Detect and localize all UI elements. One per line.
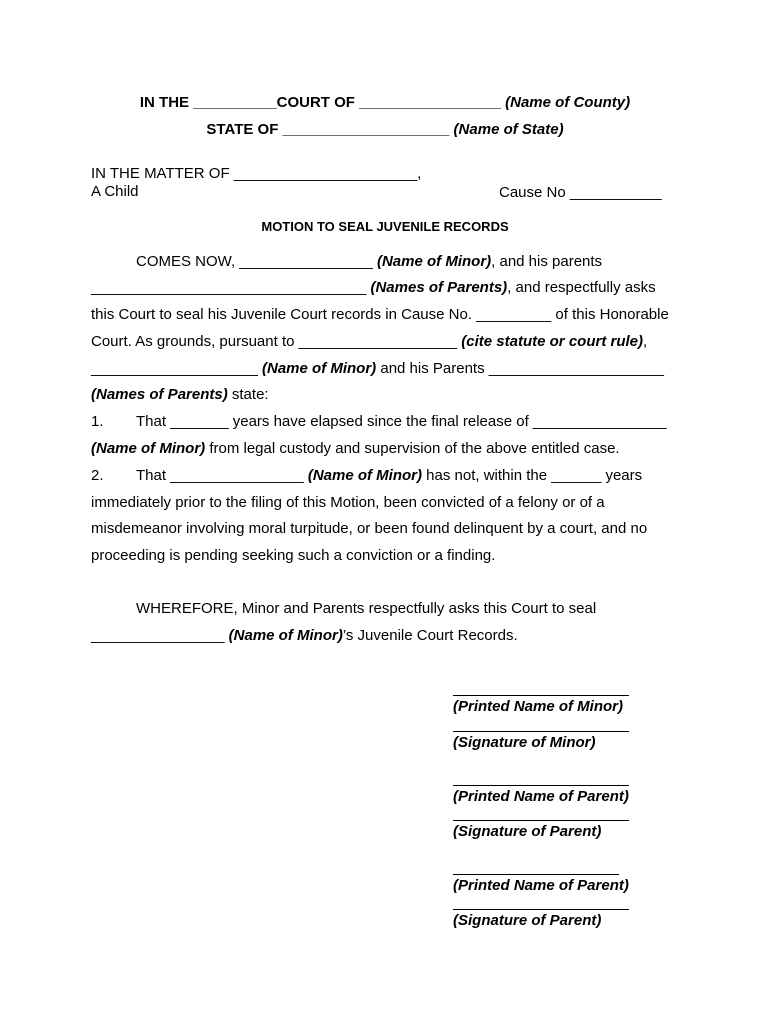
item-text <box>136 467 642 485</box>
minor-hint: (Name of Minor) <box>307 467 422 484</box>
signature-minor-label: (Signature of Minor) <box>453 734 596 751</box>
state-hint: (Name of State) <box>449 121 564 138</box>
parents-hint: (Names of Parents) <box>370 279 508 296</box>
body-text: Court. As grounds, pursuant to ___________________ <box>91 333 462 350</box>
item-number: 2. <box>91 467 104 484</box>
body-text: COMES NOW, ________________ <box>136 253 377 270</box>
minor-hint: (Name of Minor) <box>228 627 343 644</box>
header-text: STATE OF <box>206 121 283 138</box>
printed-name-minor-label: (Printed Name of Minor) <box>453 698 624 715</box>
state-blank: ____________________ <box>282 121 450 138</box>
printed-name-parent-label: (Printed Name of Parent) <box>453 877 629 894</box>
body-text: , and respectfully asks <box>507 279 656 296</box>
body-line <box>91 360 664 378</box>
body-text: state: <box>227 386 269 403</box>
item-number: 1. <box>91 413 104 430</box>
body-text: , <box>643 333 648 350</box>
minor-hint: (Name of Minor) <box>376 253 492 270</box>
signature-parent-label: (Signature of Parent) <box>453 823 602 840</box>
cause-number: Cause No ___________ <box>499 184 662 201</box>
county-hint: (Name of County) <box>500 94 631 111</box>
signature-line <box>453 874 619 875</box>
court-header-line <box>0 94 770 112</box>
header-text: COURT OF <box>276 94 360 111</box>
signature-line <box>453 909 629 910</box>
body-line <box>136 253 602 271</box>
state-header-line <box>0 121 770 139</box>
document-title: MOTION TO SEAL JUVENILE RECORDS <box>261 219 509 234</box>
body-text: from legal custody and supervision of the above entitled case. <box>205 440 620 457</box>
body-line <box>91 279 656 297</box>
signature-line <box>453 820 629 821</box>
minor-hint: (Name of Minor) <box>91 440 206 457</box>
court-blank: __________ <box>193 94 277 111</box>
body-text: _________________________________ <box>91 279 371 296</box>
minor-hint: (Name of Minor) <box>262 360 377 377</box>
body-line <box>91 333 647 351</box>
wherefore-line: WHEREFORE, Minor and Parents respectfully asks this Court to seal <box>136 600 597 617</box>
signature-line <box>453 785 629 786</box>
child-label: A Child <box>91 183 139 200</box>
body-line <box>91 440 620 458</box>
body-line: this Court to seal his Juvenile Court records in Cause No. _________ of this Honorable <box>91 306 669 323</box>
signature-line <box>453 731 629 732</box>
signature-line <box>453 695 629 696</box>
body-text: ____________________ <box>91 360 263 377</box>
body-line <box>91 386 269 404</box>
body-line: immediately prior to the filing of this Motion, been convicted of a felony or of a <box>91 494 605 511</box>
signature-parent-label: (Signature of Parent) <box>453 912 602 929</box>
body-text: That ________________ <box>136 467 308 484</box>
parents-hint: (Names of Parents) <box>91 386 228 403</box>
matter-line: IN THE MATTER OF ______________________, <box>91 165 422 182</box>
wherefore-line <box>91 627 518 645</box>
county-blank: _________________ <box>359 94 501 111</box>
body-text: and his Parents _____________________ <box>376 360 664 377</box>
body-text: has not, within the ______ years <box>422 467 643 484</box>
body-text: ________________ <box>91 627 229 644</box>
item-text: That _______ years have elapsed since the final release of ________________ <box>136 413 667 430</box>
statute-hint: (cite statute or court rule) <box>461 333 643 350</box>
body-text: ’s Juvenile Court Records. <box>342 627 518 644</box>
printed-name-parent-label: (Printed Name of Parent) <box>453 788 629 805</box>
header-text: IN THE <box>139 94 194 111</box>
body-line: proceeding is pending seeking such a conviction or a finding. <box>91 547 496 564</box>
body-text: , and his parents <box>491 253 603 270</box>
body-line: misdemeanor involving moral turpitude, or been found delinquent by a court, and no <box>91 520 648 537</box>
